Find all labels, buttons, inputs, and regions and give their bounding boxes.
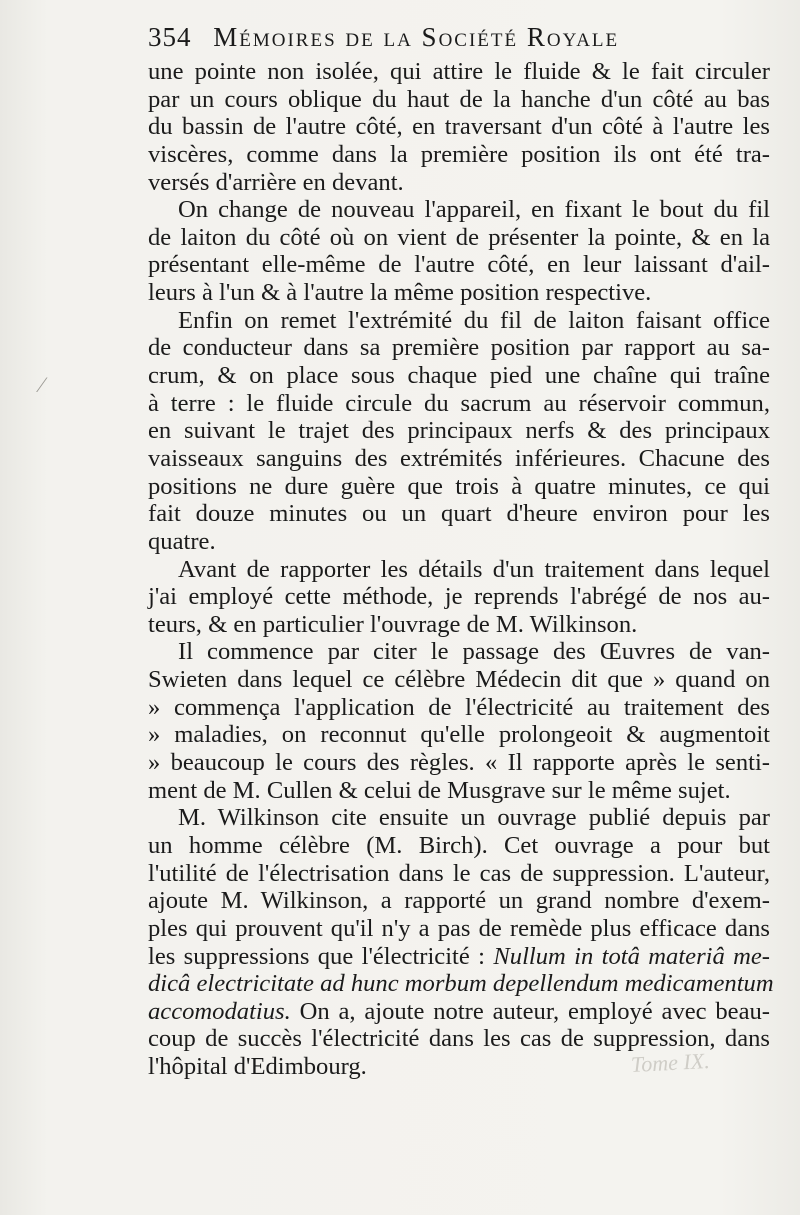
line-text: présentant elle-même de l'autre côté, en leur laissant d'ail- [148,251,770,279]
text-line [148,390,770,418]
line-text: Swieten dans lequel ce célèbre Médecin dit que » quand on [148,666,770,694]
latin-quotation: dicâ electricitate ad hunc morbum depellendum medicamentum [148,970,774,998]
text-line [148,915,770,943]
text-line [148,113,770,141]
line-text: Avant de rapporter les détails d'un traitement dans lequel [178,555,770,583]
text-line [148,86,770,114]
page-number: 354 [148,22,192,52]
line-text: les suppressions que l'électricité : [148,942,486,970]
text-line [148,473,770,501]
line-text: ment de M. Cullen & celui de Musgrave sur le même sujet. [148,776,731,804]
line-text: vaisseaux sanguins des extrémités inférieures. Chacune des [148,444,770,472]
line-text: leurs à l'un & à l'autre la même position respective. [148,279,652,307]
line-text: quatre. [148,527,216,555]
running-head [148,22,763,62]
line-text: à terre : le fluide circule du sacrum au réservoir commun, [148,389,770,417]
line-text: On change de nouveau l'appareil, en fixant le bout du fil [178,196,770,224]
text-line [148,638,770,666]
text-line [148,804,770,832]
text-line [148,611,770,639]
line-text: ples qui prouvent qu'il n'y a pas de remède plus efficace dans [148,914,770,942]
text-line [148,528,770,556]
line-text: j'ai employé cette méthode, je reprends l'abrégé de nos au- [148,583,770,611]
line-text: de conducteur dans sa première position par rapport au sa- [148,334,770,362]
text-line [148,860,770,888]
text-line [148,970,774,998]
latin-quotation: Nullum in totâ materiâ me- [493,942,770,970]
line-text: coup de succès l'électricité dans les cas de suppression, dans [148,1025,770,1053]
line-text: en suivant le trajet des principaux nerfs & des principaux [148,417,770,445]
line-text: viscères, comme dans la première position ils ont été tra- [148,140,770,168]
text-line [148,334,770,362]
line-text: de laiton du côté où on vient de présenter la pointe, & en la [148,223,770,251]
text-line [148,279,770,307]
text-line [148,58,770,86]
line-text: l'utilité de l'électrisation dans le cas de suppression. L'auteur, [148,859,770,887]
text-line [148,832,770,860]
line-text: l'hôpital d'Edimbourg. [148,1053,367,1081]
text-line [148,251,770,279]
margin-mark: ⁄ [40,372,44,397]
line-text: » beaucoup le cours des règles. « Il rapporte après le senti- [148,749,770,777]
line-text: » maladies, on reconnut qu'elle prolongeoit & augmentoit [148,721,770,749]
latin-quotation: accomodatius. [148,997,291,1025]
text-line [148,445,770,473]
line-text: M. Wilkinson cite ensuite un ouvrage publié depuis par [178,804,770,832]
text-line [148,694,770,722]
text-line [148,141,770,169]
line-text: versés d'arrière en devant. [148,168,404,196]
text-line [148,196,770,224]
text-line [148,749,770,777]
text-line [148,556,770,584]
bleed-through-text: Tome IX. [630,1047,711,1078]
line-text: positions ne dure guère que trois à quatre minutes, ce qui [148,472,770,500]
body-text [148,58,774,1081]
text-line [148,224,770,252]
line-text: un homme célèbre (M. Birch). Cet ouvrage a pour but [148,831,770,859]
text-line [148,362,770,390]
text-line [148,583,770,611]
line-text: Enfin on remet l'extrémité du fil de laiton faisant office [178,306,770,334]
text-line [148,500,770,528]
text-line [148,943,770,971]
line-text: par un cours oblique du haut de la hanche d'un côté au bas [148,85,770,113]
text-line [148,417,770,445]
line-text: ajoute M. Wilkinson, a rapporté un grand nombre d'exem- [148,887,770,915]
line-text: » commença l'application de l'électricité au traitement des [148,693,770,721]
text-line [148,998,770,1026]
line-text: On a, ajoute notre auteur, employé avec beau- [290,997,770,1025]
text-line [148,777,770,805]
text-line [148,307,770,335]
text-line [148,887,770,915]
text-line [148,721,770,749]
text-line [148,169,770,197]
line-text: teurs, & en particulier l'ouvrage de M. Wilkinson. [148,610,638,638]
line-text: fait douze minutes ou un quart d'heure environ pour les [148,500,770,528]
line-text: Il commence par citer le passage des Œuvres de van- [178,638,770,666]
running-title: Mémoires de la Société Royale [213,22,620,52]
line-text: crum, & on place sous chaque pied une chaîne qui traîne [148,362,770,390]
line-text: une pointe non isolée, qui attire le fluide & le fait circuler [148,58,770,85]
text-line [148,666,770,694]
line-text: du bassin de l'autre côté, en traversant d'un côté à l'autre les [148,113,770,141]
